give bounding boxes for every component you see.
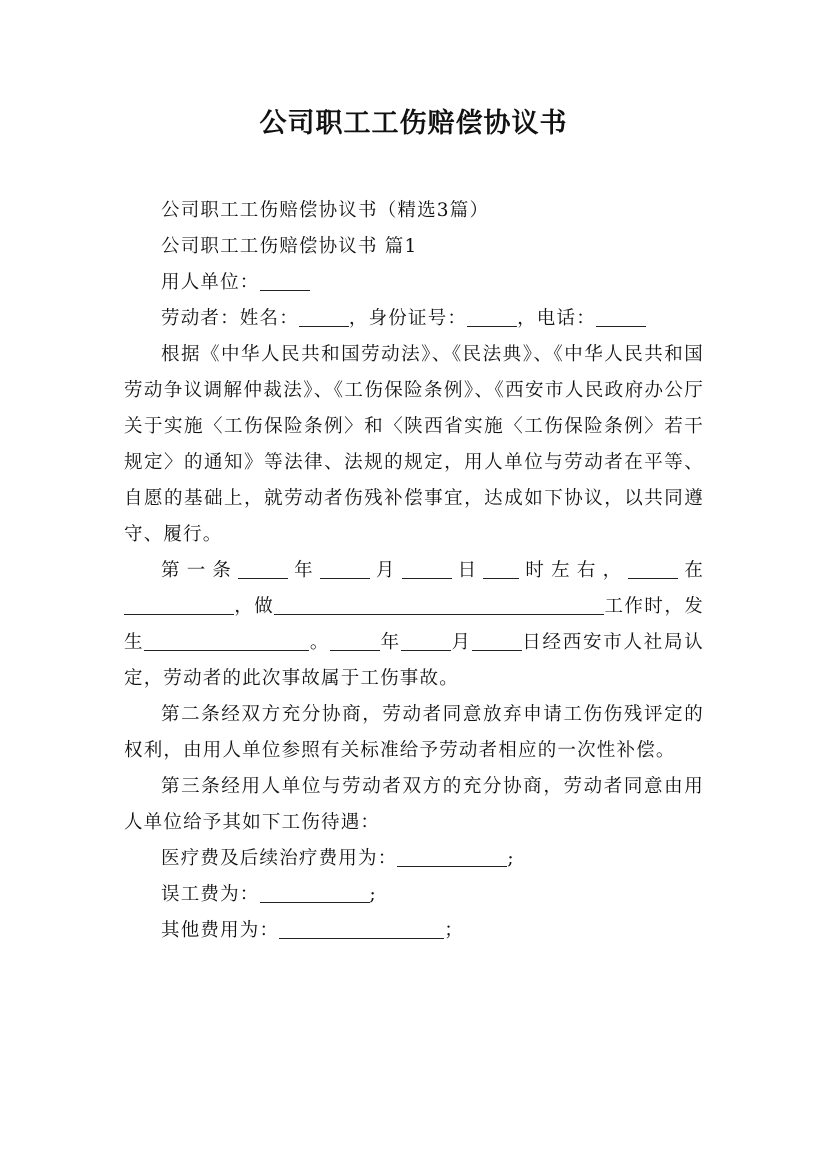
working-text: 工作时， bbox=[604, 596, 685, 617]
article-3-paragraph: 第三条经用人单位与劳动者双方的充分协商，劳动者同意由用人单位给予其如下工伤待遇： bbox=[124, 776, 704, 833]
occurred-text: 发生 bbox=[124, 596, 704, 653]
year2-text: 年 bbox=[380, 632, 401, 653]
other-fee-line bbox=[124, 913, 704, 949]
id-number-label: ，身份证号： bbox=[348, 308, 468, 329]
article-1-label: 第一条 bbox=[161, 560, 239, 581]
hour-blank bbox=[483, 558, 519, 579]
incident-blank bbox=[144, 630, 309, 651]
document-body bbox=[124, 193, 704, 949]
employer-line bbox=[124, 265, 704, 301]
day2-blank bbox=[472, 630, 522, 651]
other-fee-label: 其他费用为： bbox=[161, 920, 280, 941]
other-fee-semicolon: ； bbox=[444, 920, 464, 941]
medical-fee-line bbox=[124, 841, 704, 877]
other-fee-blank bbox=[279, 918, 444, 939]
day-text: 日 bbox=[451, 560, 484, 581]
article-1-paragraph bbox=[124, 553, 704, 697]
lost-wages-semicolon: ; bbox=[369, 884, 377, 905]
lost-wages-label: 误工费为： bbox=[161, 884, 260, 905]
place-pre-blank bbox=[628, 558, 678, 579]
phone-blank bbox=[596, 306, 646, 327]
period-text: 。 bbox=[309, 632, 331, 653]
document-title: 公司职工工伤赔偿协议书 bbox=[259, 108, 568, 139]
month2-text: 月 bbox=[450, 632, 472, 653]
employer-blank bbox=[260, 270, 310, 291]
year-text: 年 bbox=[288, 560, 320, 581]
medical-fee-blank bbox=[397, 846, 507, 867]
medical-semicolon: ; bbox=[507, 848, 515, 869]
lost-wages-line bbox=[124, 877, 704, 913]
worker-name-blank bbox=[299, 306, 349, 327]
id-number-blank bbox=[467, 306, 517, 327]
work-blank bbox=[274, 594, 604, 615]
employer-label: 用人单位： bbox=[161, 272, 260, 293]
place-blank bbox=[124, 594, 234, 615]
do-text: ，做 bbox=[234, 596, 275, 617]
month-blank bbox=[320, 558, 370, 579]
document-subtitle: 公司职工工伤赔偿协议书（精选3篇） bbox=[161, 200, 490, 221]
phone-label: ，电话： bbox=[517, 308, 596, 329]
article-2-paragraph: 第二条经双方充分协商，劳动者同意放弃申请工伤伤残评定的权利，由用人单位参照有关标准给予劳动者相应的一次性补偿。 bbox=[124, 704, 704, 761]
section-heading: 公司职工工伤赔偿协议书 篇1 bbox=[161, 236, 418, 257]
time-text: 时左右， bbox=[519, 560, 629, 581]
month2-blank bbox=[401, 630, 451, 651]
article-1-tail: 日经西安市人社局认定，劳动者的此次事故属于工伤事故。 bbox=[124, 632, 704, 689]
medical-fee-label: 医疗费及后续治疗费用为： bbox=[161, 848, 398, 869]
day-blank bbox=[402, 558, 452, 579]
worker-name-label: 劳动者：姓名： bbox=[161, 308, 299, 329]
year2-blank bbox=[330, 630, 380, 651]
lost-wages-blank bbox=[260, 882, 370, 903]
worker-line bbox=[124, 301, 704, 337]
year-blank bbox=[238, 558, 288, 579]
month-text: 月 bbox=[369, 560, 402, 581]
at-text: 在 bbox=[678, 560, 705, 581]
preamble-paragraph: 根据《中华人民共和国劳动法》、《民法典》、《中华人民共和国劳动争议调解仲裁法》、《工伤保险条例》、《西安市人民政府办公厅关于实施〈工伤保险条例〉和〈陕西省实施〈工伤保险条例〉若干规定〉的通知》等法律、法规的规定，用人单位与劳动者在平等、自愿的基础上，就劳动者伤残补偿事宜，达成如下协议，以共同遵守、履行。 bbox=[124, 344, 704, 545]
